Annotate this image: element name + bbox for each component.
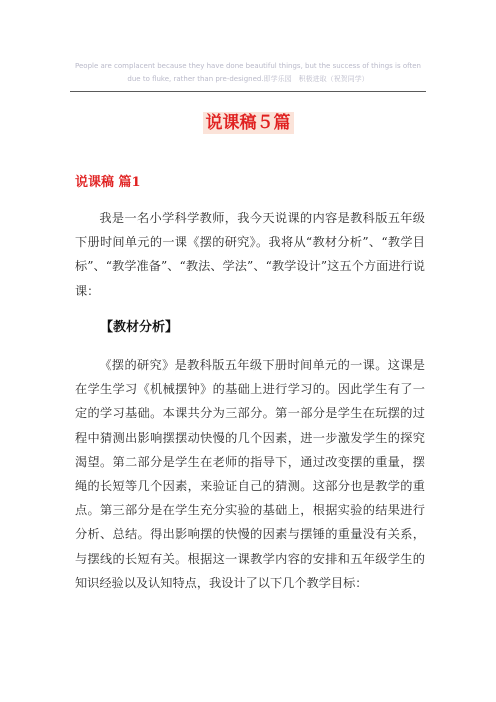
header-divider — [70, 91, 426, 92]
document-title-wrapper — [0, 112, 496, 134]
document-title: 说课稿５篇 — [203, 112, 294, 134]
section-heading: 说课稿 篇1 — [75, 175, 141, 190]
subheading-textbook-analysis: 【教材分析】 — [100, 320, 179, 335]
intro-paragraph: 我是一名小学科学教师，我今天说课的内容是教科版五年级下册时间单元的一课《摆的研究》。我将从“教材分析”、“教学目标”、“教学准备”、“教法、学法”、“教学设计”这五个方面进行说课： — [75, 211, 425, 298]
analysis-paragraph: 《摆的研究》是教科版五年级下册时间单元的一课。这课是在学生学习《机械摆钟》的基础上进行学习的。因此学生有了一定的学习基础。本课共分为三部分。第一部分是学生在玩摆的过程中猜测出影响摆摆动快慢的几个因素，进一步激发学生的探究渴望。第二部分是学生在老师的指导下，通过改变摆的重量，摆绳的长短等几个因素，来验证自己的猜测。这部分也是教学的重点。第三部分是在学生充分实验的基础上，根据实验的结果进行分析、总结。得出影响摆的快慢的因素与摆锤的重量没有关系，与摆线的长短有关。根据这一课教学内容的安排和五年级学生的知识经验以及认知特点，我设计了以下几个教学目标： — [75, 358, 425, 590]
header-motto: People are complacent because they have done beautiful things, but the success of things is often due to fluke, rather than pre-designed.即学乐园 积极进取（祝贺同学） — [75, 62, 421, 83]
